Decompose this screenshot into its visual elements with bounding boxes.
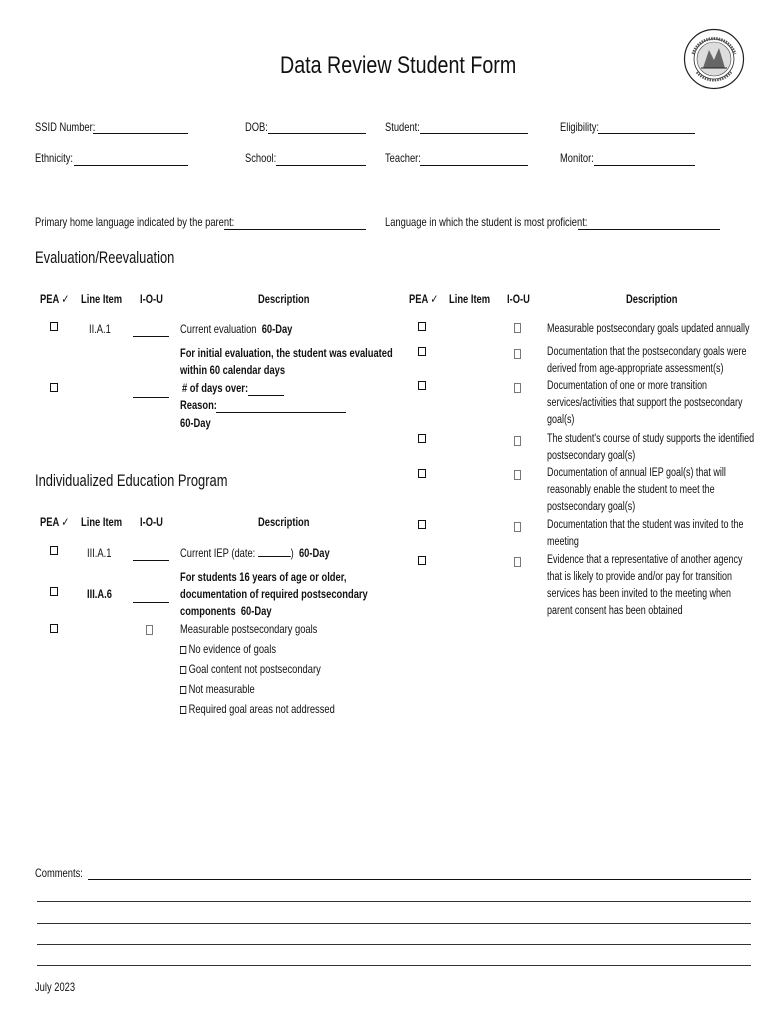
eval-row2-tag: 60-Day [180,416,211,430]
transition-item: Documentation of annual IEP goal(s) that will [547,467,726,479]
proficient-language-input-line[interactable] [578,229,720,230]
primary-language-field[interactable]: Primary home language indicated by the parent: [35,215,235,229]
transition-item: Evidence that a representative of another agency [547,554,743,566]
iou-input-line[interactable] [133,397,169,398]
page-title: Data Review Student Form [280,52,517,79]
student-field[interactable]: Student: [385,120,420,134]
iou-placeholder-icon[interactable] [514,470,521,480]
goal-option[interactable]: Goal content not postsecondary [180,662,360,676]
comments-line[interactable] [37,965,751,966]
transition-item: services has been invited to the meeting when [547,588,731,600]
pea-checkbox[interactable] [50,322,58,331]
col-pea: PEA ✓ [40,292,70,306]
checkbox-icon[interactable] [180,706,186,714]
col-iou: I-O-U [140,515,163,529]
ethnicity-input-line[interactable] [74,165,188,166]
reason-input-line[interactable] [216,412,346,413]
transition-item: Measurable postsecondary goals updated annually [547,323,750,335]
eval-row1-desc: Current evaluation 60-Day [180,322,293,336]
line-item-label: II.A.1 [89,322,111,336]
pea-checkbox[interactable] [418,322,426,331]
monitor-input-line[interactable] [594,165,695,166]
comments-line[interactable] [37,923,751,924]
checkbox-icon[interactable] [180,686,186,694]
col-iou: I-O-U [140,292,163,306]
pea-checkbox[interactable] [418,556,426,565]
transition-item: that is likely to provide and/or pay for transition [547,571,732,583]
transition-item: postsecondary goal(s) [547,501,636,513]
iou-placeholder-icon[interactable] [514,349,521,359]
school-field[interactable]: School: [245,151,277,165]
iou-input-line[interactable] [133,560,169,561]
pea-checkbox[interactable] [50,587,58,596]
ssid-input-line[interactable] [93,133,188,134]
ethnicity-field[interactable]: Ethnicity: [35,151,73,165]
iou-placeholder-icon[interactable] [514,557,521,567]
goal-option[interactable]: Not measurable [180,682,276,696]
iou-placeholder-icon[interactable] [514,383,521,393]
eval-row2-desc-line1: For initial evaluation, the student was evaluated [180,346,393,360]
col-line-item: Line Item [449,292,491,306]
checkbox-icon[interactable] [180,646,186,654]
ssid-field[interactable]: SSID Number: [35,120,96,134]
department-seal-logo [683,28,745,90]
line-item-label: III.A.1 [87,546,112,560]
transition-item: services/activities that support the postsecondary [547,397,743,409]
pea-checkbox[interactable] [50,546,58,555]
comments-line[interactable] [37,944,751,945]
col-description: Description [258,292,310,306]
iep-row1-desc: Current IEP (date: ) 60-Day [180,546,330,560]
col-pea: PEA ✓ [40,515,70,529]
iou-placeholder-icon[interactable] [146,625,153,635]
iou-placeholder-icon[interactable] [514,323,521,333]
eligibility-input-line[interactable] [598,133,695,134]
transition-item: goal(s) [547,414,575,426]
iep-row2-desc-line2: documentation of required postsecondary [180,587,368,601]
iou-input-line[interactable] [133,602,169,603]
pea-checkbox[interactable] [50,624,58,633]
iep-row2-desc-line3: components 60-Day [180,604,272,618]
comments-line[interactable] [37,901,751,902]
transition-item: Documentation that the student was invited to the [547,519,744,531]
pea-checkbox[interactable] [418,520,426,529]
evaluation-heading: Evaluation/Reevaluation [35,248,175,267]
transition-item: postsecondary goal(s) [547,450,636,462]
pea-checkbox[interactable] [418,434,426,443]
eligibility-field[interactable]: Eligibility: [560,120,600,134]
transition-item: Documentation of one or more transition [547,380,708,392]
dob-field[interactable]: DOB: [245,120,268,134]
col-line-item: Line Item [81,292,123,306]
col-pea: PEA ✓ [409,292,439,306]
pea-checkbox[interactable] [418,469,426,478]
school-input-line[interactable] [276,165,366,166]
days-over-input-line[interactable] [248,395,284,396]
iou-input-line[interactable] [133,336,169,337]
days-over-label: # of days over: [182,381,249,395]
checkbox-icon[interactable] [180,666,186,674]
goal-option[interactable]: Required goal areas not addressed [180,702,378,716]
primary-language-input-line[interactable] [224,229,366,230]
pea-checkbox[interactable] [50,383,58,392]
line-item-label: III.A.6 [87,587,112,601]
transition-item: derived from age-appropriate assessment(s) [547,363,724,375]
iou-placeholder-icon[interactable] [514,522,521,532]
iep-row2-desc-line1: For students 16 years of age or older, [180,570,347,584]
pea-checkbox[interactable] [418,347,426,356]
proficient-language-field[interactable]: Language in which the student is most proficient: [385,215,588,229]
footer-date: July 2023 [35,980,76,994]
dob-input-line[interactable] [268,133,366,134]
teacher-field[interactable]: Teacher: [385,151,421,165]
transition-item: Documentation that the postsecondary goals were [547,346,747,358]
col-iou: I-O-U [507,292,530,306]
col-line-item: Line Item [81,515,123,529]
iep-heading: Individualized Education Program [35,471,228,490]
monitor-field[interactable]: Monitor: [560,151,594,165]
col-description: Description [258,515,310,529]
transition-item: meeting [547,536,579,548]
transition-item: reasonably enable the student to meet the [547,484,715,496]
goal-option[interactable]: No evidence of goals [180,642,303,656]
iep-row3-desc: Measurable postsecondary goals [180,622,318,636]
teacher-input-line[interactable] [420,165,528,166]
col-description: Description [626,292,678,306]
transition-item: The student's course of study supports the identified [547,433,755,445]
eval-row2-desc-line2: within 60 calendar days [180,363,286,377]
reason-label: Reason: [180,398,217,412]
transition-item: parent consent has been obtained [547,605,683,617]
student-input-line[interactable] [420,133,528,134]
pea-checkbox[interactable] [418,381,426,390]
comments-line[interactable] [88,879,751,880]
iou-placeholder-icon[interactable] [514,436,521,446]
comments-label: Comments: [35,866,83,880]
